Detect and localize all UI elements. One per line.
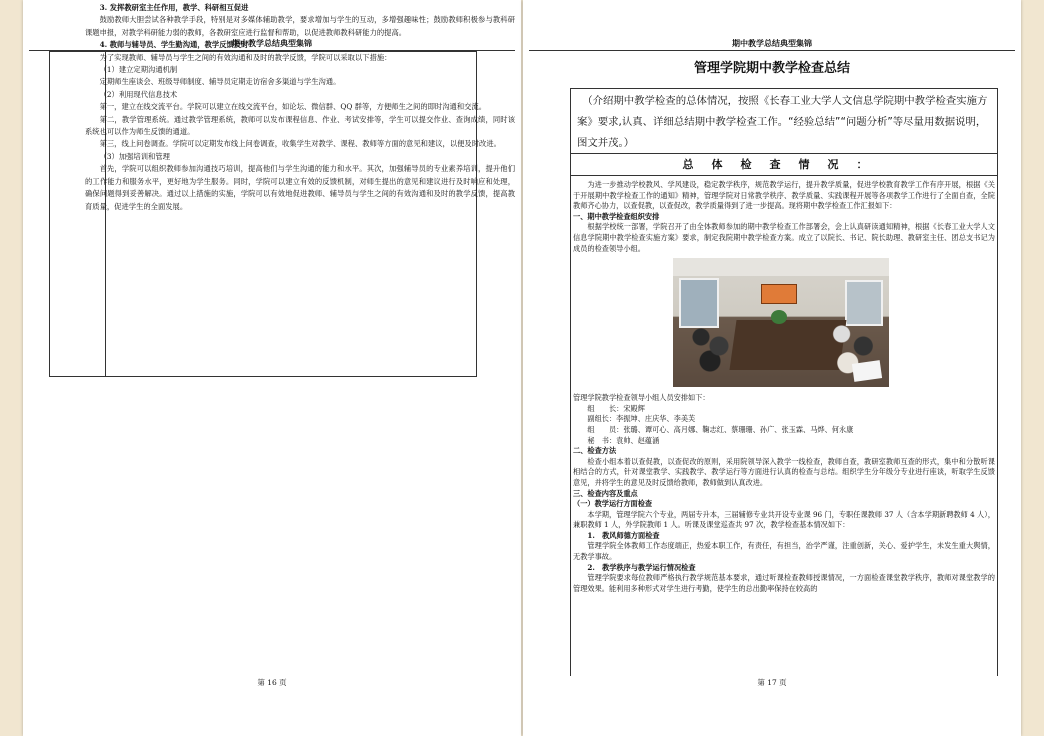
subheading: （2）利用现代信息技术 <box>99 89 178 99</box>
left-page-body <box>85 2 515 213</box>
subheading: （3）加强培训和管理 <box>99 151 170 161</box>
overview-header: 总体检查情况： <box>570 154 998 176</box>
page-number: 第 17 页 <box>757 678 787 687</box>
paragraph: 检查小组本着以查促教，以查促改的原则，采用院领导深入教学一线检查，教师自查，教研室教师互查的形式，集中和分散听课相结合的方式，针对课堂教学、实践教学、教学运行等方面进行认真的检查与总结。组织学生分年级分专业进行座谈，听取学生反馈意见，并将学生的意见及时反馈给教师，教师做到认真改进。 <box>573 456 995 487</box>
section-heading: 二、检查方法 <box>573 446 617 456</box>
section-heading: 4. 教师与辅导员、学生勤沟通，教学反馈及时 <box>99 40 249 50</box>
paragraph: 为了实现教师、辅导员与学生之间的有效沟通和及时的教学反馈，学院可以采取以下措施： <box>99 52 392 62</box>
document-page-right <box>523 0 1021 736</box>
roster-line: 组 长：宋殿辉 <box>587 403 645 413</box>
page-number: 第 16 页 <box>257 678 287 687</box>
header-rule <box>529 50 1015 51</box>
section-heading: 三、检查内容及重点 <box>573 488 638 498</box>
paragraph: 定期师生座谈会、班级导师制度、辅导员定期走访宿舍多渠道与学生沟通。 <box>99 77 341 87</box>
paragraph: 首先，学院可以组织教师参加沟通技巧培训，提高他们与学生沟通的能力和水平。其次，加强辅导员的专业素养培训，提升他们的工作能力和服务水平，更好地为学生服务。同时，学院可以建立有效的反馈机制，对师生提出的意见和建议进行及时响应和处理，确保问题得到妥善解决。通过以上措施的实施，学院可以有效地促进教师、辅导员与学生之间的有效沟通和及时的教学反馈，提高教育质量，促进学生的全面发展。 <box>85 164 515 211</box>
paragraph: 本学期，管理学院六个专业，两届专升本，三届辅修专业共开设专业课 96 门，专职任课教师 37 人（含本学期新聘教师 4 人），兼职教师 1 人，外学院教师 1 人。听课及课堂巡查共 97 次，教学检查基本情况如下： <box>573 509 995 530</box>
document-title: 管理学院期中教学检查总结 <box>693 61 850 76</box>
roster-line: 组 员：张璐、谭可心、高月娜、鞠志红、蔡珊珊、孙广、张玉霖、马烨、何永康 <box>587 424 854 434</box>
paragraph: 为进一步推动学校教风、学风建设，稳定教学秩序，规范教学运行，提升教学质量，促进学校教育教学工作有序开展，根据《关于开展期中教学检查工作的通知》精神，管理学院对日常教学秩序、教学质量、实践课程开展等各项教学工作进行了全面自查，全院教师齐心协力，以查促教，以查促改，教学质量得到了进一步提高。现将期中教学检查工作汇报如下： <box>573 180 995 211</box>
roster-line: 副组长：李振坤、庄庆华、李美芙 <box>587 414 696 424</box>
intro-instruction-box: （介绍期中教学检查的总体情况，按照《长春工业大学人文信息学院期中教学检查实施方案》要求,认真、详细总结期中教学检查工作。“经验总结”“问题分析”等尽量用数据说明，图文并茂。） <box>570 88 998 154</box>
paragraph: 第三，线上问卷调查。学院可以定期发布线上问卷调查，收集学生对教学、课程、教师等方面的意见和建议，以便及时改进。 <box>99 139 501 149</box>
running-header: 期中教学总结典型集锦 <box>732 39 812 48</box>
paragraph: 第二，教学管理系统。通过教学管理系统，教师可以发布课程信息、作业、考试安排等，学生可以提交作业、查询成绩，同时该系统也可以作为师生反馈的通道。 <box>85 114 515 137</box>
paragraph: 根据学校统一部署，学院召开了由全体教师参加的期中教学检查工作部署会，会上认真研读通知精神，根据《长春工业大学人文信息学院期中教学检查实施方案》要求，制定我院期中教学检查方案。成立了以院长、书记、院长助理、教研室主任、团总支书记为成员的检查领导小组。 <box>573 222 995 253</box>
paragraph: 鼓励教师大胆尝试各种教学手段，特别是对多媒体辅助教学，要求增加与学生的互动，多增强趣味性；鼓励教师积极参与教科研课题申报，对教学科研能力弱的教师，各教研室应进行监督和帮助，以促进教师教科研能力的提高。 <box>85 15 515 37</box>
section-heading: 3. 发挥教研室主任作用，教学、科研相互促进 <box>99 3 249 12</box>
paragraph: 管理学院要求每位教师严格执行教学规范基本要求，通过听课检查教师授课情况，一方面检查课堂教学秩序，教师对课堂教学的管理效果。能利用多种形式对学生进行考勤，使学生的总出勤率保持在较高的 <box>573 573 995 593</box>
section-heading: 一、期中教学检查组织安排 <box>573 211 660 221</box>
item-heading: 2. 教学秩序与教学运行情况检查 <box>587 562 696 572</box>
right-page-body <box>573 180 995 594</box>
roster-intro: 管理学院教学检查领导小组人员安排如下： <box>573 393 710 403</box>
subheading: （1）建立定期沟通机制 <box>99 65 178 75</box>
meeting-photo <box>673 258 889 387</box>
running-header: 期中教学总结典型集锦 <box>232 39 312 48</box>
item-heading: 1. 教风师德方面检查 <box>587 530 660 540</box>
roster-line: 秘 书：袁帅、赵蕴涵 <box>587 435 660 445</box>
paragraph: 第一，建立在线交流平台。学院可以建立在线交流平台，如论坛、微信群、QQ 群等，方便师生之间的即时沟通和交流。 <box>99 102 487 112</box>
paragraph: 管理学院全体教师工作态度端正，热爱本职工作，有责任，有担当，治学严谨，注重创新，关心、爱护学生，未发生重大舆情，无教学事故。 <box>573 541 995 562</box>
document-page-left <box>23 0 521 736</box>
subsection-heading: （一）教学运行方面检查 <box>573 499 653 509</box>
